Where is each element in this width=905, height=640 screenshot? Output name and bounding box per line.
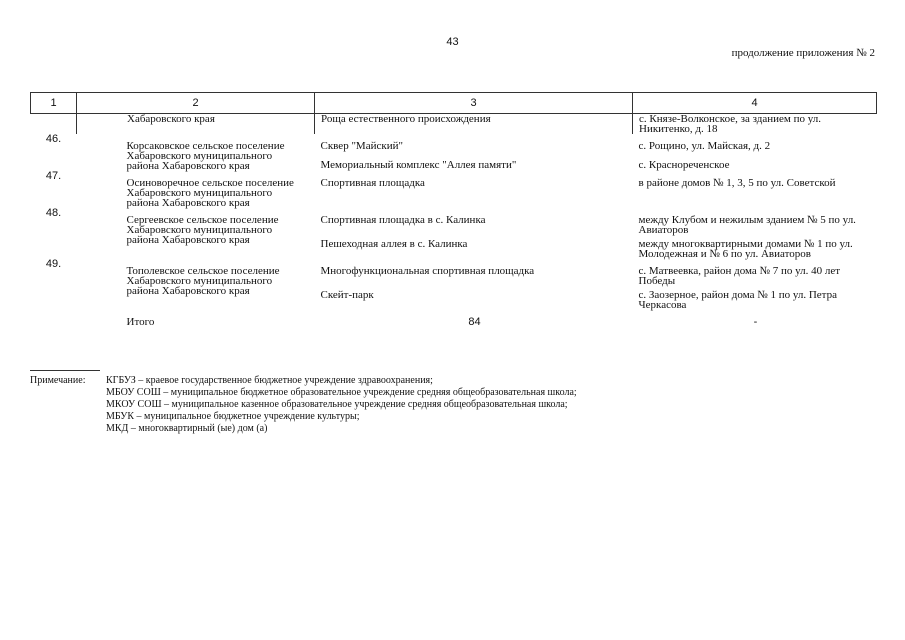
object-cell <box>315 171 633 208</box>
object-cell <box>315 259 633 310</box>
address-cell <box>633 171 877 208</box>
settlement-cell: Тополевское сельское поселение Хабаровского муниципального района Хабаровского края <box>126 265 280 297</box>
object-name: Мемориальный комплекс "Аллея памяти" <box>320 159 517 171</box>
object-address: с. Матвеевка, район дома № 7 по ул. 40 лет Победы <box>638 265 841 287</box>
header-col-4: 4 <box>633 93 877 114</box>
row-number: 46. <box>45 133 62 145</box>
address-cell <box>633 134 877 171</box>
object-address: с. Заозерное, район дома № 1 по ул. Петра Черкасова <box>638 289 838 311</box>
object-address: с. Краснореченское <box>638 159 730 171</box>
object-address: в районе домов № 1, 3, 5 по ул. Советской <box>638 177 836 189</box>
object-name: Спортивная площадка в с. Калинка <box>320 214 486 226</box>
object-name: Пешеходная аллея в с. Калинка <box>320 238 468 250</box>
object-name: Спортивная площадка <box>320 177 425 189</box>
object-name: Роща естественного происхождения <box>321 113 491 125</box>
row-number: 49. <box>45 258 62 270</box>
address-cell <box>633 208 877 259</box>
table-row <box>31 171 877 208</box>
total-label: Итого <box>126 316 155 328</box>
table-header-row <box>31 93 877 114</box>
object-name: Многофункциональная спортивная площадка <box>320 265 535 277</box>
footnote-divider <box>30 370 100 371</box>
row-number <box>31 114 77 135</box>
object-cell <box>315 134 633 171</box>
notes-label: Примечание: <box>30 375 86 386</box>
total-count: 84 <box>468 316 481 328</box>
object-address: с. Рощино, ул. Майская, д. 2 <box>638 140 771 152</box>
table-row <box>31 134 877 171</box>
appendix-table <box>30 92 877 327</box>
settlement-cell: Сергеевское сельское поселение Хабаровского муниципального района Хабаровского края <box>126 214 279 246</box>
object-name: Скейт-парк <box>320 289 374 301</box>
table-row <box>31 208 877 259</box>
object-address: между многоквартирными домами № 1 по ул. Молодежная и № 6 по ул. Авиаторов <box>638 238 853 260</box>
note-line: МКД – многоквартирный (ые) дом (а) <box>106 423 268 434</box>
object-cell <box>315 208 633 259</box>
note-line: МБУК – муниципальное бюджетное учреждение культуры; <box>106 411 360 422</box>
table-row <box>31 259 877 310</box>
settlement-cell: Осиноворечное сельское поселение Хабаровского муниципального района Хабаровского края <box>126 177 294 209</box>
object-address: между Клубом и нежилым зданием № 5 по ул. Авиаторов <box>638 214 856 236</box>
note-line: КГБУЗ – краевое государственное бюджетное учреждение здравоохранения; <box>106 375 433 386</box>
address-cell <box>633 114 877 135</box>
total-dash: - <box>753 316 758 328</box>
header-col-3: 3 <box>315 93 633 114</box>
object-name: Сквер "Майский" <box>320 140 403 152</box>
page-number: 43 <box>446 36 459 48</box>
note-line: МБОУ СОШ – муниципальное бюджетное образовательное учреждение средняя общеобразовательная школа; <box>106 387 577 398</box>
object-address: с. Князе-Волконское, за зданием по ул. Никитенко, д. 18 <box>639 113 821 135</box>
notes-list <box>106 375 876 435</box>
header-col-2: 2 <box>77 93 315 114</box>
settlement-cell: Корсаковское сельское поселение Хабаровского муниципального района Хабаровского края <box>126 140 285 172</box>
table-row <box>31 114 877 135</box>
row-number: 48. <box>45 207 62 219</box>
continuation-caption: продолжение приложения № 2 <box>731 47 875 59</box>
header-col-1: 1 <box>31 93 77 114</box>
note-line: МКОУ СОШ – муниципальное казенное образовательное учреждение средняя общеобразовательная школа; <box>106 399 568 410</box>
object-cell <box>315 114 633 135</box>
total-number-cell <box>31 310 77 327</box>
address-cell <box>633 259 877 310</box>
total-row <box>31 310 877 327</box>
row-number: 47. <box>45 170 62 182</box>
settlement-cell: Хабаровского края <box>77 114 315 135</box>
